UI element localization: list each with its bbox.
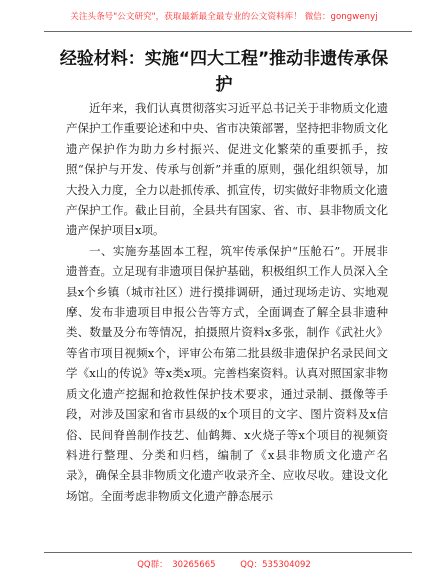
footer-qq: QQ：535304092: [240, 560, 311, 570]
footer: [0, 558, 448, 570]
document-title: 经验材料：实施“四大工程”推动非遗传承保护: [59, 49, 389, 95]
paragraph-section-1: 一、实施夯基固本工程，筑牢传承保护“压舱石”。开展非遗普查。立足现有非遗项目保护基础，积极组织工作人员深入全县x个乡镇（城市社区）进行摸排调研，通过现场走访、实地观摩、发布非遗项目申报公告等方式，全面调查了解全县非遗种类、数量及分布等情况，拍摄照片资料x多张，制作《武社火》等省市项目视频x个，评审公布第二批县级非遗保护名录民间文学《x山的传说》等x类x项。完善档案资料。认真对照国家非物质文化遗产挖掘和抢救性保护技术要求，通过录制、摄像等手段，对涉及国家和省市县级的x个项目的文字、图片资料及x信俗、民间脊兽制作技艺、仙鹤舞、x火烧子等x个项目的视频资料进行整理、分类和归档，编制了《x县非物质文化遗产名录》，确保全县非物质文化遗产收录齐全、应收尽收。建设文化场馆。全面考虑非物质文化遗产静态展示: [66, 243, 388, 503]
document-body: [66, 98, 388, 506]
footer-qq-group: QQ群： 30265665: [137, 560, 216, 570]
paragraph-intro: 近年来，我们认真贯彻落实习近平总书记关于非物质文化遗产保护工作重要论述和中央、省市决策部署，坚持把非物质文化遗产保护作为助力乡村振兴、促进文化繁荣的重要抓手，按照“保护与开发、传承与创新”并重的原则，强化组织领导，加大投入力度，全力以赴抓传承、抓宣传，切实做好非物质文化遗产保护工作。截止目前，全县共有国家、省、市、县非物质文化遗产保护项目x项。: [66, 101, 388, 238]
header-banner: 关注头条号"公文研究"，获取最新最全最专业的公文资料库！ 微信：gongwenyj: [70, 12, 378, 22]
header-divider: [44, 31, 412, 32]
footer-divider: [44, 552, 412, 553]
